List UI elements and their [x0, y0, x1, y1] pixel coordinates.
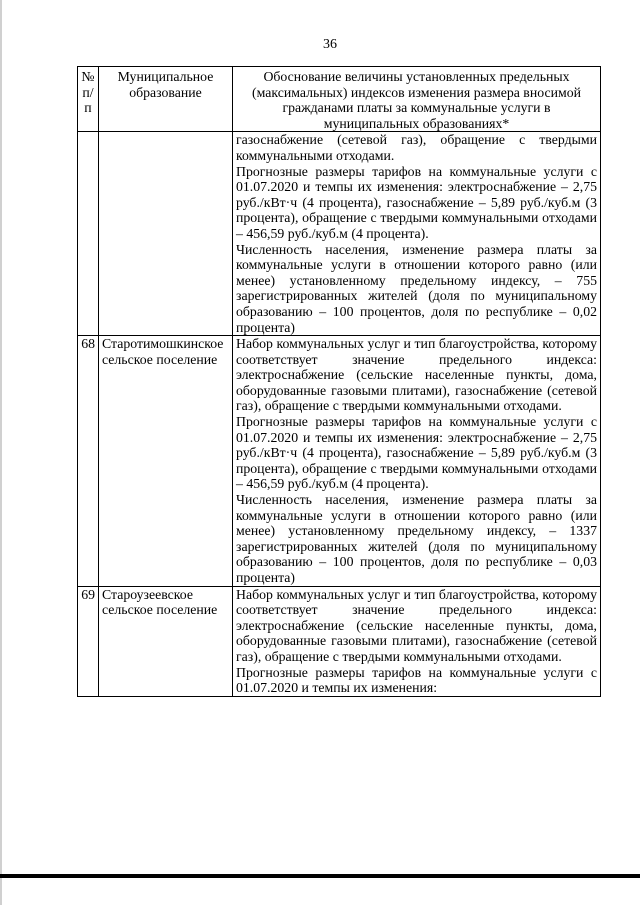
- scan-margin-line: [0, 0, 2, 905]
- row-number: [78, 132, 99, 336]
- paragraph: Численность населения, изменение размера платы за коммунальные услуги в отношении которого равно (или менее) установленному предельному индексу, – 1337 зарегистрированных жителей (доля по муниципальному образованию – 100 процентов, доля по республике – 0,03 процента): [236, 492, 597, 585]
- row-justification: [233, 132, 601, 336]
- paragraph: Численность населения, изменение размера платы за коммунальные услуги в отношении которого равно (или менее) установленному предельному индексу, – 755 зарегистрированных жителей (доля по муниципальному образованию – 100 процентов, доля по республике – 0,02 процента): [236, 241, 597, 335]
- table-header-row: [78, 67, 601, 132]
- paragraph: Прогнозные размеры тарифов на коммунальные услуги с 01.07.2020 и темпы их изменения: электроснабжение – 2,75 руб./кВт·ч (4 процента), газоснабжение – 5,89 руб./куб.м (3 процента), обращение с твердыми коммунальными отходами – 456,59 руб./куб.м (4 процента).: [236, 163, 597, 241]
- header-number: № п/п: [78, 67, 99, 132]
- paragraph: Набор коммунальных услуг и тип благоустройства, которому соответствует значение предельного индекса: электроснабжение (сельские населенные пункты, дома, оборудованные газовыми плитами), газоснабжение (сетевой газ), обращение с твердыми коммунальными отходами.: [236, 336, 597, 414]
- header-municipality: Муниципальное образование: [99, 67, 233, 132]
- row-justification: [233, 336, 601, 587]
- row-justification: [233, 586, 601, 696]
- row-municipality: [99, 132, 233, 336]
- row-number: 69: [78, 586, 99, 696]
- header-justification: Обоснование величины установленных предельных (максимальных) индексов изменения размера вносимой гражданами платы за коммунальные услуги в муниципальных образованиях*: [233, 67, 601, 132]
- row-number: 68: [78, 336, 99, 587]
- row-municipality: Старотимошкинское сельское поселение: [99, 336, 233, 587]
- paragraph: Прогнозные размеры тарифов на коммунальные услуги с 01.07.2020 и темпы их изменения: электроснабжение – 2,75 руб./кВт·ч (4 процента), газоснабжение – 5,89 руб./куб.м (3 процента), обращение с твердыми коммунальными отходами – 456,59 руб./куб.м (4 процента).: [236, 414, 597, 492]
- table-row: [78, 336, 601, 587]
- page-number: 36: [323, 37, 337, 52]
- tariff-justification-table: [77, 66, 601, 697]
- paragraph: газоснабжение (сетевой газ), обращение с твердыми коммунальными отходами.: [236, 132, 597, 163]
- paragraph: Набор коммунальных услуг и тип благоустройства, которому соответствует значение предельного индекса: электроснабжение (сельские населенные пункты, дома, оборудованные газовыми плитами), газоснабжение (сетевой газ), обращение с твердыми коммунальными отходами.: [236, 586, 597, 664]
- table-row: [78, 132, 601, 336]
- paragraph: Прогнозные размеры тарифов на коммунальные услуги с 01.07.2020 и темпы их изменения:: [236, 664, 597, 696]
- table-row: [78, 586, 601, 696]
- scan-bottom-edge: [0, 874, 640, 878]
- row-municipality: Староузеевское сельское поселение: [99, 586, 233, 696]
